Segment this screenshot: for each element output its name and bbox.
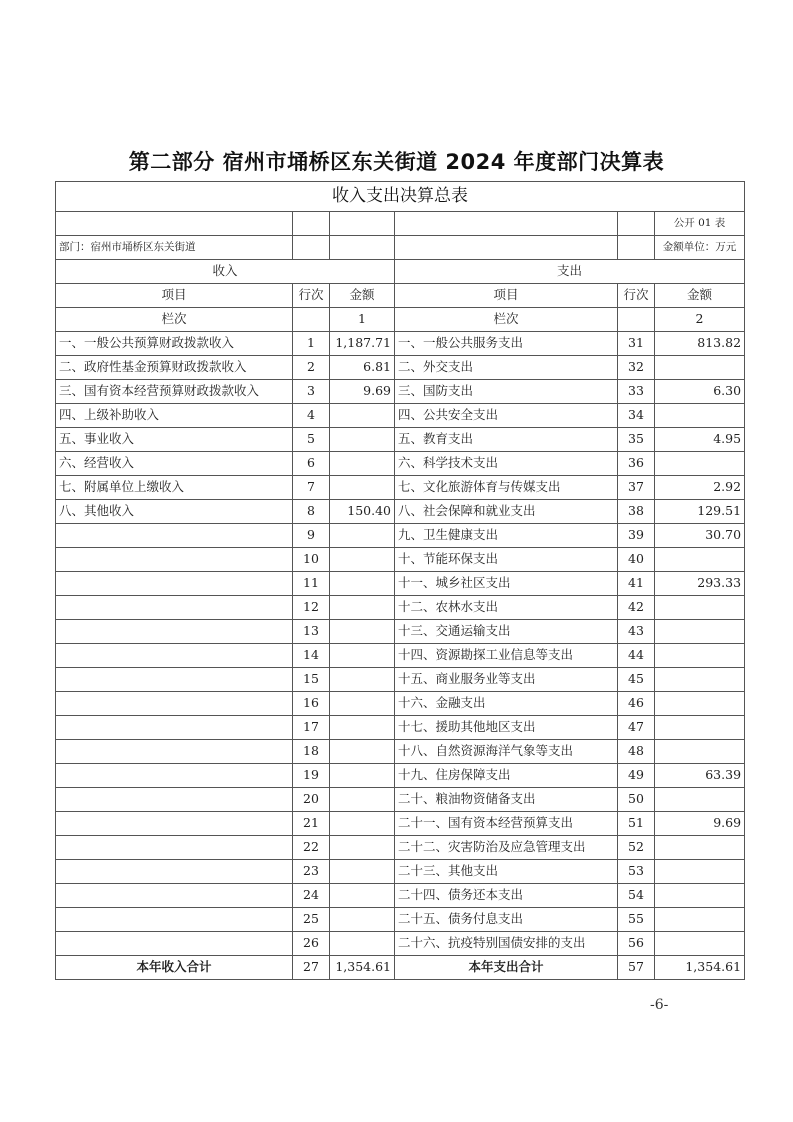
ex-no-cell: 36 [618,452,655,476]
table-row [56,596,745,620]
expense-amount-header: 金额 [655,284,745,308]
ex-amt-cell [655,860,745,884]
income-item-header: 项目 [56,284,293,308]
expense-total-amount: 1,354.61 [655,956,745,980]
ex-item-cell: 二、外交支出 [395,356,618,380]
table-title: 收入支出决算总表 [56,182,745,212]
ex-item-cell: 十九、住房保障支出 [395,764,618,788]
column-number-row [56,308,745,332]
table-row [56,644,745,668]
ex-amt-cell: 9.69 [655,812,745,836]
in-item-cell [56,812,293,836]
ex-amt-cell [655,404,745,428]
in-item-cell [56,668,293,692]
in-item-cell [56,644,293,668]
page-number: -6- [650,997,669,1013]
income-total-row-no: 27 [293,956,330,980]
ex-item-cell: 十一、城乡社区支出 [395,572,618,596]
in-amt-cell [330,620,395,644]
ex-amt-cell [655,548,745,572]
ex-item-cell: 五、教育支出 [395,428,618,452]
ex-no-cell: 45 [618,668,655,692]
in-item-cell [56,716,293,740]
in-no-cell: 11 [293,572,330,596]
in-item-cell [56,764,293,788]
in-item-cell: 四、上级补助收入 [56,404,293,428]
ex-amt-cell [655,788,745,812]
ex-item-cell: 十六、金融支出 [395,692,618,716]
ex-no-cell: 46 [618,692,655,716]
ex-amt-cell [655,620,745,644]
in-item-cell: 六、经营收入 [56,452,293,476]
ex-no-cell: 33 [618,380,655,404]
ex-no-cell: 37 [618,476,655,500]
in-no-cell: 13 [293,620,330,644]
form-number-row [56,212,745,236]
in-item-cell [56,524,293,548]
in-no-cell: 3 [293,380,330,404]
income-amount-header: 金额 [330,284,395,308]
ex-item-cell: 十四、资源勘探工业信息等支出 [395,644,618,668]
in-amt-cell [330,932,395,956]
ex-item-cell: 十三、交通运输支出 [395,620,618,644]
ex-amt-cell [655,668,745,692]
table-row [56,740,745,764]
in-amt-cell [330,788,395,812]
ex-amt-cell [655,836,745,860]
ex-amt-cell [655,932,745,956]
in-no-cell: 22 [293,836,330,860]
in-item-cell: 五、事业收入 [56,428,293,452]
in-no-cell: 9 [293,524,330,548]
in-amt-cell [330,596,395,620]
table-row [56,884,745,908]
ex-item-cell: 十五、商业服务业等支出 [395,668,618,692]
document-title: 第二部分 宿州市埇桥区东关街道 2024 年度部门决算表 [128,150,665,174]
table-row [56,332,745,356]
ex-no-cell: 44 [618,644,655,668]
ex-item-cell: 四、公共安全支出 [395,404,618,428]
in-amt-cell [330,908,395,932]
table-row [56,404,745,428]
in-no-cell: 18 [293,740,330,764]
in-item-cell: 二、政府性基金预算财政拨款收入 [56,356,293,380]
ex-no-cell: 53 [618,860,655,884]
ex-amt-cell [655,884,745,908]
unit-label: 金额单位：万元 [655,236,745,260]
table-row [56,380,745,404]
in-amt-cell [330,860,395,884]
expense-row-header: 行次 [618,284,655,308]
ex-no-cell: 41 [618,572,655,596]
in-no-cell: 4 [293,404,330,428]
ex-item-cell: 二十四、债务还本支出 [395,884,618,908]
in-no-cell: 16 [293,692,330,716]
table-row [56,908,745,932]
in-amt-cell [330,524,395,548]
income-expense-table [55,181,745,980]
in-item-cell [56,884,293,908]
ex-amt-cell [655,692,745,716]
form-number: 公开 01 表 [655,212,745,236]
ex-amt-cell [655,356,745,380]
table-row [56,356,745,380]
ex-item-cell: 十七、援助其他地区支出 [395,716,618,740]
table-row [56,860,745,884]
table-row [56,452,745,476]
in-item-cell [56,932,293,956]
table-row [56,428,745,452]
ex-no-cell: 48 [618,740,655,764]
ex-item-cell: 二十二、灾害防治及应急管理支出 [395,836,618,860]
in-no-cell: 5 [293,428,330,452]
ex-item-cell: 十二、农林水支出 [395,596,618,620]
in-no-cell: 17 [293,716,330,740]
column-header-row [56,284,745,308]
in-amt-cell: 150.40 [330,500,395,524]
income-lanci-label: 栏次 [56,308,293,332]
income-header: 收入 [56,260,395,284]
expense-column-number: 2 [655,308,745,332]
in-item-cell: 八、其他收入 [56,500,293,524]
in-no-cell: 20 [293,788,330,812]
in-no-cell: 26 [293,932,330,956]
expense-header: 支出 [395,260,745,284]
in-amt-cell: 9.69 [330,380,395,404]
table-row [56,500,745,524]
in-amt-cell [330,812,395,836]
in-amt-cell [330,884,395,908]
ex-no-cell: 31 [618,332,655,356]
in-no-cell: 2 [293,356,330,380]
in-amt-cell: 1,187.71 [330,332,395,356]
in-no-cell: 15 [293,668,330,692]
expense-lanci-label: 栏次 [395,308,618,332]
table-row [56,692,745,716]
in-no-cell: 8 [293,500,330,524]
ex-item-cell: 二十五、债务付息支出 [395,908,618,932]
in-no-cell: 25 [293,908,330,932]
ex-amt-cell [655,452,745,476]
in-no-cell: 14 [293,644,330,668]
department-row [56,236,745,260]
ex-no-cell: 40 [618,548,655,572]
in-amt-cell [330,716,395,740]
ex-no-cell: 38 [618,500,655,524]
in-amt-cell [330,764,395,788]
in-amt-cell: 6.81 [330,356,395,380]
ex-amt-cell: 6.30 [655,380,745,404]
ex-no-cell: 50 [618,788,655,812]
in-no-cell: 21 [293,812,330,836]
ex-no-cell: 52 [618,836,655,860]
ex-no-cell: 32 [618,356,655,380]
in-amt-cell [330,572,395,596]
income-total-label: 本年收入合计 [56,956,293,980]
in-item-cell: 三、国有资本经营预算财政拨款收入 [56,380,293,404]
ex-amt-cell: 129.51 [655,500,745,524]
in-amt-cell [330,668,395,692]
expense-item-header: 项目 [395,284,618,308]
ex-amt-cell [655,908,745,932]
in-amt-cell [330,428,395,452]
table-row [56,620,745,644]
in-no-cell: 24 [293,884,330,908]
ex-no-cell: 39 [618,524,655,548]
ex-item-cell: 八、社会保障和就业支出 [395,500,618,524]
in-no-cell: 23 [293,860,330,884]
in-item-cell [56,620,293,644]
ex-no-cell: 47 [618,716,655,740]
total-row [56,956,745,980]
table-row [56,836,745,860]
table-row [56,812,745,836]
in-item-cell [56,740,293,764]
in-amt-cell [330,452,395,476]
ex-no-cell: 49 [618,764,655,788]
ex-item-cell: 十八、自然资源海洋气象等支出 [395,740,618,764]
table-row [56,548,745,572]
in-item-cell [56,596,293,620]
in-item-cell [56,572,293,596]
ex-item-cell: 三、国防支出 [395,380,618,404]
ex-item-cell: 一、一般公共服务支出 [395,332,618,356]
table-row [56,764,745,788]
in-amt-cell [330,644,395,668]
ex-amt-cell [655,596,745,620]
in-no-cell: 10 [293,548,330,572]
income-total-amount: 1,354.61 [330,956,395,980]
table-row [56,572,745,596]
ex-no-cell: 51 [618,812,655,836]
in-item-cell [56,692,293,716]
ex-item-cell: 七、文化旅游体育与传媒支出 [395,476,618,500]
ex-no-cell: 54 [618,884,655,908]
ex-no-cell: 43 [618,620,655,644]
ex-item-cell: 十、节能环保支出 [395,548,618,572]
in-no-cell: 6 [293,452,330,476]
ex-item-cell: 二十六、抗疫特别国债安排的支出 [395,932,618,956]
in-item-cell [56,548,293,572]
ex-no-cell: 34 [618,404,655,428]
in-amt-cell [330,692,395,716]
ex-item-cell: 二十三、其他支出 [395,860,618,884]
table-row [56,932,745,956]
ex-amt-cell: 813.82 [655,332,745,356]
table-row [56,668,745,692]
in-amt-cell [330,836,395,860]
in-item-cell [56,836,293,860]
ex-no-cell: 55 [618,908,655,932]
ex-no-cell: 42 [618,596,655,620]
in-item-cell: 一、一般公共预算财政拨款收入 [56,332,293,356]
in-amt-cell [330,740,395,764]
ex-amt-cell: 2.92 [655,476,745,500]
income-row-header: 行次 [293,284,330,308]
in-amt-cell [330,476,395,500]
expense-total-row-no: 57 [618,956,655,980]
ex-item-cell: 二十一、国有资本经营预算支出 [395,812,618,836]
table-row [56,476,745,500]
table-row [56,524,745,548]
in-amt-cell [330,404,395,428]
in-no-cell: 1 [293,332,330,356]
department-label: 部门：宿州市埇桥区东关街道 [56,236,293,260]
ex-amt-cell [655,740,745,764]
ex-amt-cell: 30.70 [655,524,745,548]
in-no-cell: 12 [293,596,330,620]
table-row [56,788,745,812]
in-item-cell [56,908,293,932]
ex-item-cell: 九、卫生健康支出 [395,524,618,548]
expense-total-label: 本年支出合计 [395,956,618,980]
in-no-cell: 7 [293,476,330,500]
ex-no-cell: 35 [618,428,655,452]
ex-amt-cell: 63.39 [655,764,745,788]
ex-amt-cell [655,644,745,668]
in-item-cell: 七、附属单位上缴收入 [56,476,293,500]
in-no-cell: 19 [293,764,330,788]
ex-no-cell: 56 [618,932,655,956]
in-item-cell [56,860,293,884]
income-column-number: 1 [330,308,395,332]
ex-item-cell: 二十、粮油物资储备支出 [395,788,618,812]
ex-amt-cell: 4.95 [655,428,745,452]
ex-item-cell: 六、科学技术支出 [395,452,618,476]
table-row [56,716,745,740]
in-amt-cell [330,548,395,572]
in-item-cell [56,788,293,812]
ex-amt-cell [655,716,745,740]
ex-amt-cell: 293.33 [655,572,745,596]
section-header-row [56,260,745,284]
